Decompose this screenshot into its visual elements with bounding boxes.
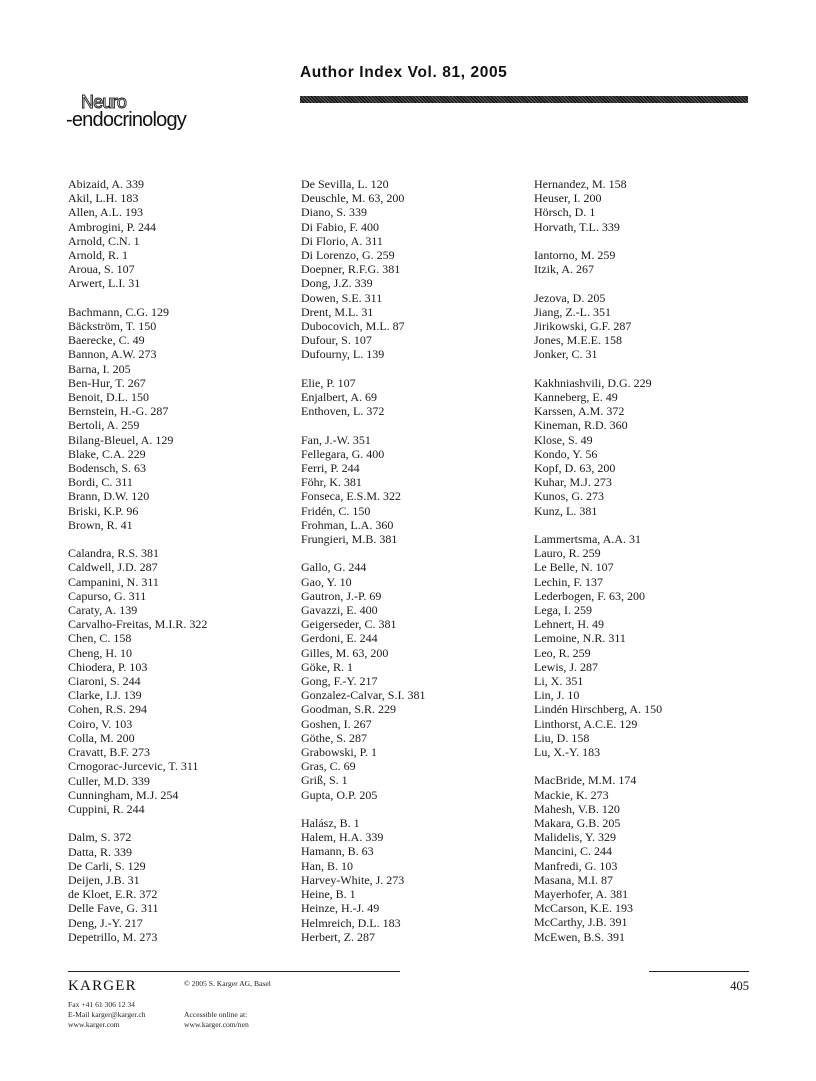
author-entry: Chen, C. 158 <box>68 631 132 646</box>
author-entry: de Kloet, E.R. 372 <box>68 887 158 902</box>
author-entry: Kineman, R.D. 360 <box>534 418 628 433</box>
author-entry: Bachmann, C.G. 129 <box>68 304 169 319</box>
author-entry: Frungieri, M.B. 381 <box>301 532 398 547</box>
author-entry: Datta, R. 339 <box>68 844 132 859</box>
author-entry: Gupta, O.P. 205 <box>301 787 378 802</box>
author-entry: Barna, I. 205 <box>68 361 131 376</box>
index-group <box>534 532 769 759</box>
author-entry: Halem, H.A. 339 <box>301 830 384 845</box>
author-entry: Arwert, L.I. 31 <box>68 276 141 291</box>
author-entry: De Carli, S. 129 <box>68 858 146 873</box>
author-entry: Linthorst, A.C.E. 129 <box>534 716 638 731</box>
author-entry: Dufourny, L. 139 <box>301 347 385 362</box>
author-entry: Griß, S. 1 <box>301 773 348 788</box>
author-entry: Lin, J. 10 <box>534 688 580 703</box>
author-entry: Dowen, S.E. 311 <box>301 290 383 305</box>
website: www.karger.com <box>68 1020 120 1029</box>
author-entry: Horvath, T.L. 339 <box>534 219 620 234</box>
author-entry: McCarthy, J.B. 391 <box>534 915 628 930</box>
author-entry: Lechin, F. 137 <box>534 574 604 589</box>
author-entry: Mackie, K. 273 <box>534 787 609 802</box>
author-entry: Göke, R. 1 <box>301 659 353 674</box>
author-entry: Cunningham, M.J. 254 <box>68 787 179 802</box>
index-group <box>534 248 769 276</box>
author-entry: Jirikowski, G.F. 287 <box>534 319 632 333</box>
author-entry: McCarson, K.E. 193 <box>534 901 633 916</box>
author-entry: Heine, B. 1 <box>301 887 356 902</box>
author-entry: Mayerhofer, A. 381 <box>534 887 629 902</box>
author-entry: Brann, D.W. 120 <box>68 489 150 504</box>
author-entry: Jones, M.E.E. 158 <box>534 333 622 348</box>
author-entry: Caldwell, J.D. 287 <box>68 560 158 575</box>
author-entry: Kopf, D. 63, 200 <box>534 461 616 476</box>
author-entry: Kunz, L. 381 <box>534 503 598 518</box>
author-entry: Goshen, I. 267 <box>301 716 372 731</box>
author-entry: Bernstein, H.-G. 287 <box>68 404 169 419</box>
author-entry: MacBride, M.M. 174 <box>534 773 637 788</box>
author-entry: Kanneberg, E. 49 <box>534 390 618 404</box>
author-entry: Chiodera, P. 103 <box>68 659 148 674</box>
author-entry: Hamann, B. 63 <box>301 844 374 859</box>
author-entry: Jiang, Z.-L. 351 <box>534 304 611 319</box>
author-entry: Di Lorenzo, G. 259 <box>301 248 395 263</box>
author-entry: Coiro, V. 103 <box>68 716 133 731</box>
author-entry: Han, B. 10 <box>301 858 353 873</box>
author-entry: Iantorno, M. 259 <box>534 248 616 262</box>
publisher-logo: KARGER <box>68 978 137 994</box>
author-entry: Bodensch, S. 63 <box>68 461 146 476</box>
author-entry: Cuppini, R. 244 <box>68 801 145 816</box>
author-entry: Akil, L.H. 183 <box>68 191 139 206</box>
author-entry: Lammertsma, A.A. 31 <box>534 532 641 547</box>
author-entry: Benoit, D.L. 150 <box>68 390 149 405</box>
author-entry: Calandra, R.S. 381 <box>68 546 159 561</box>
author-entry: Allen, A.L. 193 <box>68 205 143 220</box>
author-entry: Fan, J.-W. 351 <box>301 432 371 447</box>
footer-rule-left <box>68 971 400 972</box>
author-entry: Dubocovich, M.L. 87 <box>301 319 405 334</box>
author-entry: Jezova, D. 205 <box>534 290 606 305</box>
author-entry: Kunos, G. 273 <box>534 489 605 504</box>
author-entry: Gonzalez-Calvar, S.I. 381 <box>301 688 426 703</box>
author-entry: Geigerseder, C. 381 <box>301 617 397 632</box>
fax: Fax +41 61 306 12 34 <box>68 1000 135 1009</box>
author-entry: Cheng, H. 10 <box>68 645 132 660</box>
author-entry: Harvey-White, J. 273 <box>301 872 405 887</box>
author-entry: Bertoli, A. 259 <box>68 418 140 433</box>
author-entry: Dufour, S. 107 <box>301 333 372 348</box>
author-entry: Heinze, H.-J. 49 <box>301 901 380 916</box>
author-entry: Gilles, M. 63, 200 <box>301 645 389 660</box>
author-entry: Gautron, J.-P. 69 <box>301 588 382 603</box>
author-entry: Di Fabio, F. 400 <box>301 219 380 234</box>
online-url: www.karger.com/nen <box>184 1020 249 1029</box>
author-entry: Di Florio, A. 311 <box>301 233 383 248</box>
author-entry: Goodman, S.R. 229 <box>301 702 397 717</box>
author-entry: Carvalho-Freitas, M.I.R. 322 <box>68 617 208 632</box>
author-entry: Gerdoni, E. 244 <box>301 631 378 646</box>
footer-rule-right <box>649 971 749 972</box>
author-entry: Lederbogen, F. 63, 200 <box>534 588 646 603</box>
author-entry: Kondo, Y. 56 <box>534 446 598 461</box>
index-group <box>534 177 769 234</box>
author-entry: Cohen, R.S. 294 <box>68 702 148 717</box>
author-entry: Aroua, S. 107 <box>68 262 135 277</box>
author-entry: Ben-Hur, T. 267 <box>68 375 146 390</box>
journal-logo-line1: Neuro <box>81 92 127 112</box>
author-entry: Malidelis, Y. 329 <box>534 830 617 845</box>
journal-logo-line2: -endocrinology <box>66 109 186 131</box>
index-column-1 <box>68 177 303 958</box>
author-entry: Caraty, A. 139 <box>68 603 138 618</box>
author-entry: Abizaid, A. 339 <box>68 177 144 191</box>
author-entry: Gao, Y. 10 <box>301 574 352 589</box>
index-group <box>301 376 536 419</box>
author-entry: Briski, K.P. 96 <box>68 503 139 518</box>
publisher-contact <box>68 1000 146 1030</box>
author-entry: Grabowski, P. 1 <box>301 745 378 760</box>
index-group <box>534 773 769 943</box>
author-entry: McEwen, B.S. 391 <box>534 929 625 944</box>
page-title: Author Index Vol. 81, 2005 <box>300 64 508 81</box>
author-entry: Heuser, I. 200 <box>534 191 602 206</box>
author-entry: Culler, M.D. 339 <box>68 773 150 788</box>
author-entry: Makara, G.B. 205 <box>534 816 621 831</box>
author-entry: Ambrogini, P. 244 <box>68 219 157 234</box>
author-entry: Bilang-Bleuel, A. 129 <box>68 432 174 447</box>
author-entry: Klose, S. 49 <box>534 432 593 447</box>
author-entry: Delle Fave, G. 311 <box>68 901 159 916</box>
online-label: Accessible online at: <box>184 1010 248 1019</box>
author-entry: Liu, D. 158 <box>534 730 590 745</box>
author-entry: Doepner, R.F.G. 381 <box>301 262 401 277</box>
author-entry: Gong, F.-Y. 217 <box>301 674 378 689</box>
index-column-2 <box>301 177 536 958</box>
title-rule <box>300 96 748 103</box>
author-entry: Brown, R. 41 <box>68 517 133 532</box>
author-entry: Cravatt, B.F. 273 <box>68 745 151 760</box>
author-entry: Göthe, S. 287 <box>301 730 367 745</box>
author-entry: Deijen, J.B. 31 <box>68 872 140 887</box>
author-entry: Hernandez, M. 158 <box>534 177 627 191</box>
author-entry: Karssen, A.M. 372 <box>534 404 625 419</box>
author-entry: Arnold, R. 1 <box>68 248 128 263</box>
index-group <box>301 560 536 801</box>
author-entry: Arnold, C.N. 1 <box>68 233 140 248</box>
author-entry: Lu, X.-Y. 183 <box>534 745 601 760</box>
index-group <box>301 177 536 362</box>
author-entry: Lemoine, N.R. 311 <box>534 631 626 646</box>
author-entry: Manfredi, G. 103 <box>534 858 618 873</box>
author-entry: Fellegara, G. 400 <box>301 446 385 461</box>
author-entry: Capurso, G. 311 <box>68 588 147 603</box>
author-entry: Enthoven, L. 372 <box>301 404 385 419</box>
author-entry: Gras, C. 69 <box>301 759 356 774</box>
author-entry: Baerecke, C. 49 <box>68 333 145 348</box>
author-entry: Crnogorac-Jurcevic, T. 311 <box>68 759 199 774</box>
journal-logo <box>66 94 186 130</box>
index-group <box>301 433 536 547</box>
author-entry: Enjalbert, A. 69 <box>301 390 377 405</box>
author-entry: Colla, M. 200 <box>68 730 135 745</box>
author-entry: Diano, S. 339 <box>301 205 367 220</box>
email: E-Mail karger@karger.ch <box>68 1010 146 1019</box>
author-entry: Campanini, N. 311 <box>68 574 159 589</box>
page-number: 405 <box>730 979 749 993</box>
author-entry: Lauro, R. 259 <box>534 546 601 561</box>
author-entry: Lehnert, H. 49 <box>534 617 604 632</box>
index-group <box>68 830 303 944</box>
author-entry: Ferri, P. 244 <box>301 461 360 476</box>
author-entry: Dalm, S. 372 <box>68 830 132 845</box>
online-access <box>184 1010 249 1030</box>
author-entry: Mahesh, V.B. 120 <box>534 801 620 816</box>
author-entry: Frohman, L.A. 360 <box>301 517 394 532</box>
author-entry: Ciaroni, S. 244 <box>68 674 141 689</box>
author-entry: Leo, R. 259 <box>534 645 591 660</box>
author-entry: Helmreich, D.L. 183 <box>301 915 401 930</box>
author-entry: Gavazzi, E. 400 <box>301 603 378 618</box>
author-entry: Lega, I. 259 <box>534 603 592 618</box>
author-entry: Lindén Hirschberg, A. 150 <box>534 702 663 717</box>
author-entry: Gallo, G. 244 <box>301 560 367 575</box>
author-entry: Dong, J.Z. 339 <box>301 276 373 291</box>
author-entry: Kuhar, M.J. 273 <box>534 475 612 490</box>
author-entry: Clarke, I.J. 139 <box>68 688 142 703</box>
index-group <box>68 546 303 816</box>
author-entry: Halász, B. 1 <box>301 816 360 831</box>
author-entry: Bäckström, T. 150 <box>68 319 157 334</box>
author-entry: Blake, C.A. 229 <box>68 446 146 461</box>
author-entry: Lewis, J. 287 <box>534 659 598 674</box>
index-group <box>534 291 769 362</box>
index-group <box>301 816 536 944</box>
author-entry: Itzik, A. 267 <box>534 262 594 277</box>
author-entry: Li, X. 351 <box>534 674 584 689</box>
author-entry: Herbert, Z. 287 <box>301 929 375 944</box>
index-group <box>68 177 303 291</box>
author-entry: Le Belle, N. 107 <box>534 560 614 575</box>
author-entry: Jonker, C. 31 <box>534 347 598 362</box>
author-entry: Fridén, C. 150 <box>301 503 371 518</box>
index-column-3 <box>534 177 769 958</box>
author-entry: Deuschle, M. 63, 200 <box>301 191 405 206</box>
index-group <box>68 305 303 532</box>
author-entry: Bordi, C. 311 <box>68 475 133 490</box>
author-entry: Bannon, A.W. 273 <box>68 347 157 362</box>
author-entry: Elie, P. 107 <box>301 375 356 390</box>
author-entry: De Sevilla, L. 120 <box>301 177 389 191</box>
author-entry: Mancini, C. 244 <box>534 844 612 859</box>
author-entry: Hörsch, D. 1 <box>534 205 596 220</box>
author-entry: Depetrillo, M. 273 <box>68 929 158 944</box>
author-entry: Kakhniashvili, D.G. 229 <box>534 375 652 390</box>
author-entry: Deng, J.-Y. 217 <box>68 915 143 930</box>
copyright: © 2005 S. Karger AG, Basel <box>184 979 271 988</box>
index-group <box>534 376 769 518</box>
author-entry: Masana, M.I. 87 <box>534 872 613 887</box>
author-entry: Drent, M.L. 31 <box>301 304 374 319</box>
author-entry: Föhr, K. 381 <box>301 475 362 490</box>
author-entry: Fonseca, E.S.M. 322 <box>301 489 401 504</box>
